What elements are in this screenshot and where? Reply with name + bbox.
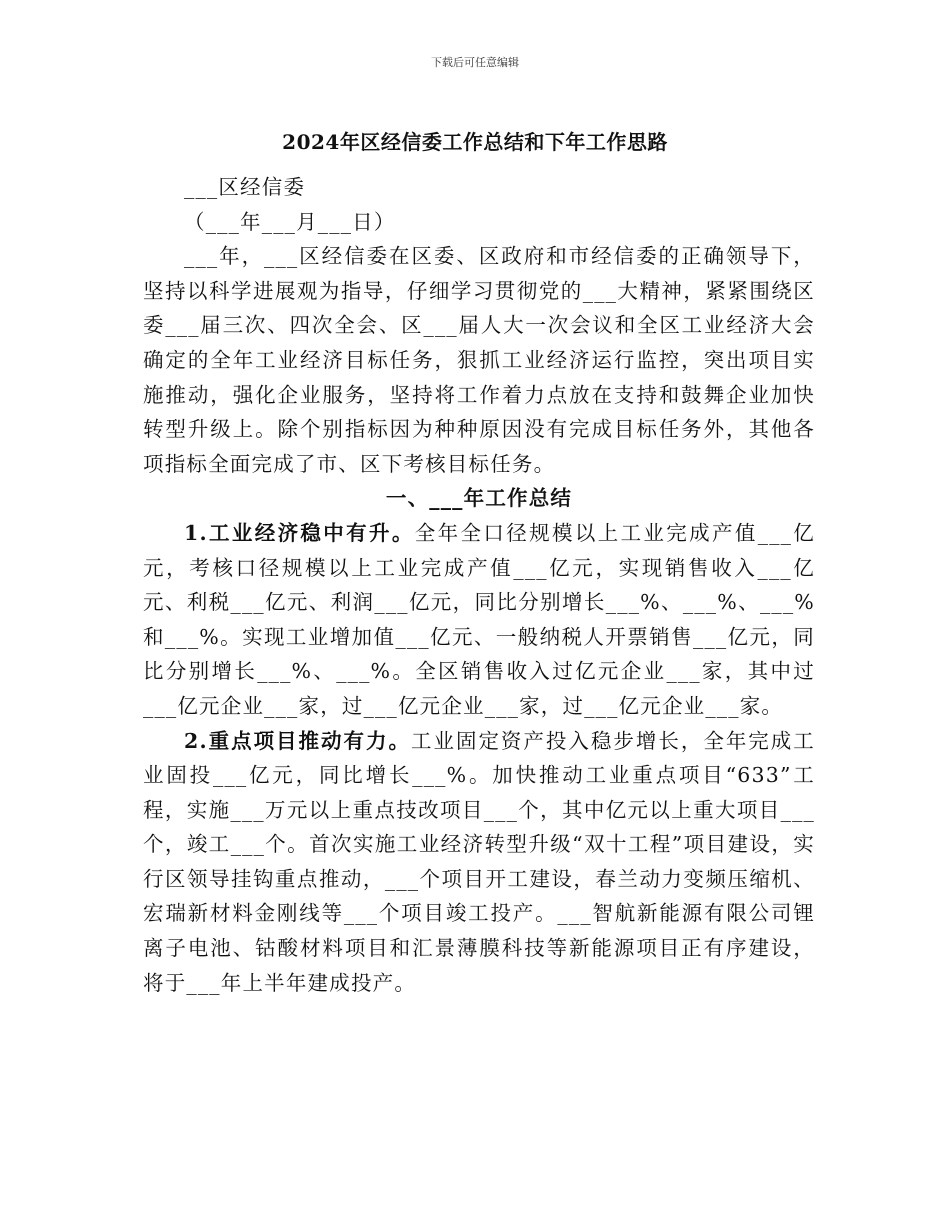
author-line: ___区经信委 (184, 175, 306, 199)
item-1-lead: 1.工业经济稳中有升。 (184, 520, 415, 545)
date-line: （___年___月___日） (184, 209, 396, 234)
header-note: 下载后可任意编辑 (431, 56, 519, 69)
item-1-text: 全年全口径规模以上工业完成产值___亿元，考核口径规模以上工业完成产值___亿元，实现销售收入___亿元、利税___亿元、利润___亿元，同比分别增长___%、___%、___%和___%。实现工业增加值___亿元、一般纳税人开票销售___亿元，同比分别增长___%、___%。全区销售收入过亿元企业___家，其中过___亿元企业___家，过___亿元企业___家，过___亿元企业___家。 (143, 520, 815, 718)
item-2-lead: 2.重点项目推动有力。 (184, 728, 411, 753)
document-title: 2024年区经信委工作总结和下年工作思路 (282, 130, 668, 154)
document-body (143, 170, 815, 1000)
item-2-text: 工业固定资产投入稳步增长，全年完成工业固投___亿元，同比增长___%。加快推动工业重点项目“633”工程，实施___万元以上重点技改项目___个，其中亿元以上重大项目___个，竣工___个。首次实施工业经济转型升级“双十工程”项目建设，实行区领导挂钩重点推动，___个项目开工建设，春兰动力变频压缩机、宏瑞新材料金刚线等___个项目竣工投产。___智航新能源有限公司锂离子电池、钴酸材料项目和汇景薄膜科技等新能源项目正有序建设，将于___年上半年建成投产。 (143, 728, 815, 995)
item-2-paragraph (143, 724, 815, 1001)
item-1-paragraph (143, 516, 815, 724)
section-heading: 一、___年工作总结 (385, 486, 573, 511)
intro-paragraph: ___年，___区经信委在区委、区政府和市经信委的正确领导下，坚持以科学进展观为指导，仔细学习贯彻党的___大精神，紧紧围绕区委___届三次、四次全会、区___届人大一次会议和全区工业经济大会确定的全年工业经济目标任务，狠抓工业经济运行监控，突出项目实施推动，强化企业服务，坚持将工作着力点放在支持和鼓舞企业加快转型升级上。除个别指标因为种种原因没有完成目标任务外，其他各项指标全面完成了市、区下考核目标任务。 (143, 244, 815, 476)
